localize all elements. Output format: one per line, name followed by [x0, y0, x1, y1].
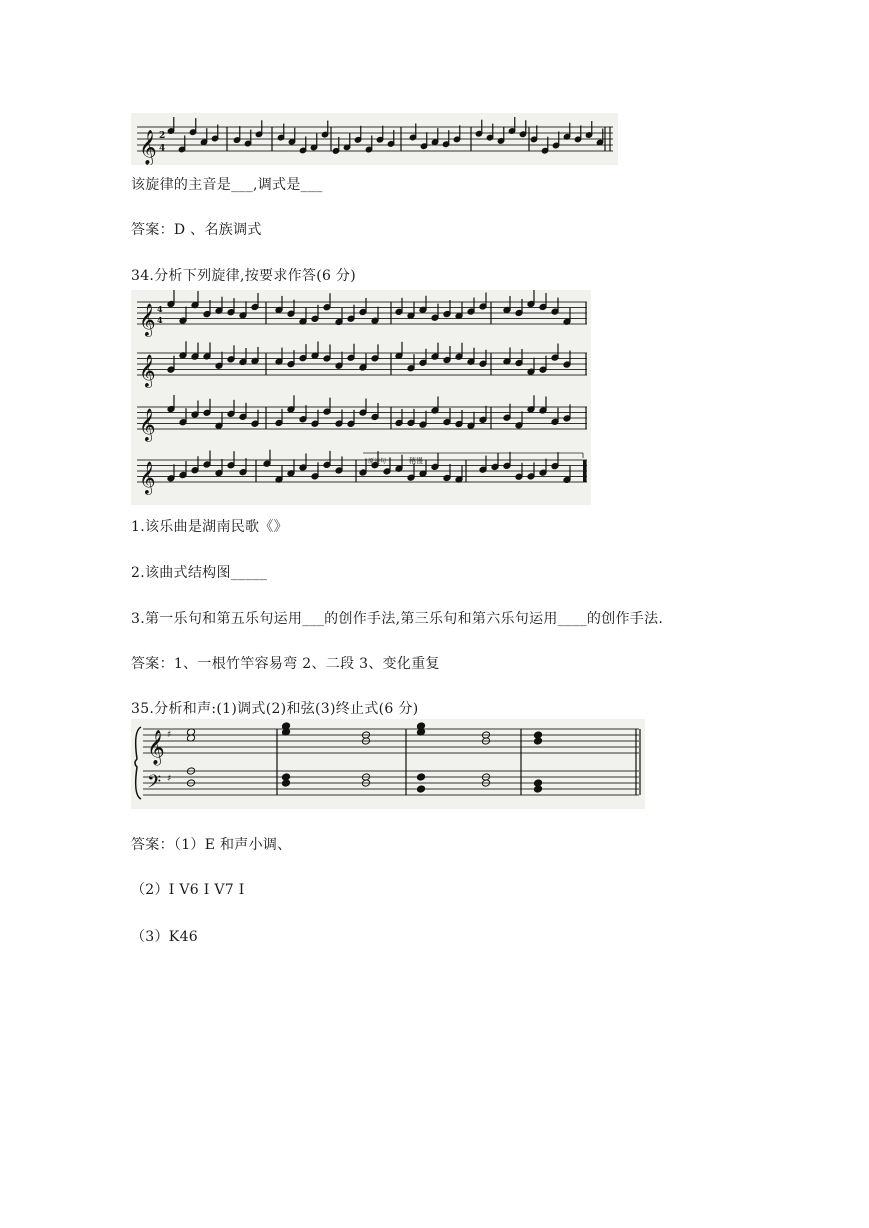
time-sig-bottom: 4 — [157, 315, 163, 325]
q35-answer-3: （3）K46 — [131, 929, 198, 945]
q34-item-3: 3.第一乐句和第五乐句运用___的创作手法,第三乐句和第六乐句运用____的创作手法. — [131, 611, 664, 627]
harmony-score-q35 — [131, 719, 645, 809]
q33-answer: 答案：D 、名族调式 — [131, 222, 262, 238]
q35-answer-2: （2）I V6 I V7 I — [131, 882, 245, 898]
melody-score-q34 — [131, 290, 591, 505]
q34-item-1: 1.该乐曲是湖南民歌《》 — [131, 519, 288, 535]
annotation-left: 原速句 — [368, 458, 387, 465]
brace-icon — [135, 727, 141, 799]
sharp-icon: ♯ — [167, 730, 172, 740]
staff-lines — [137, 127, 613, 151]
time-sig-top: 2 — [159, 131, 166, 141]
q35-answer-1: 答案：（1）E 和声小调、 — [131, 837, 292, 853]
melody-score-q33 — [131, 113, 618, 165]
treble-clef-icon: 𝄞 — [139, 461, 156, 494]
note-head — [281, 779, 290, 787]
note-head — [416, 785, 425, 793]
note-head — [533, 785, 542, 793]
treble-clef-icon: 𝄞 — [139, 408, 156, 441]
treble-clef-icon: 𝄞 — [139, 130, 157, 165]
staff-lines — [143, 729, 639, 753]
time-sig-bottom: 4 — [159, 144, 166, 154]
q34-item-2: 2.该曲式结构图_____ — [131, 565, 268, 581]
note-head — [533, 737, 542, 745]
q35-title: 35.分析和声:(1)调式(2)和弦(3)终止式(6 分) — [131, 701, 419, 717]
time-sig-top: 4 — [157, 304, 163, 314]
staff-lines — [143, 771, 639, 795]
q33-prompt: 该旋律的主音是___,调式是___ — [131, 177, 323, 193]
note-head — [416, 773, 425, 781]
treble-clef-icon: 𝄞 — [139, 303, 156, 336]
sharp-icon: ♯ — [167, 774, 172, 784]
bass-clef-icon: 𝄢 — [147, 772, 162, 797]
q34-title: 34.分析下列旋律,按要求作答(6 分) — [131, 268, 356, 284]
q34-answer: 答案：1、一根竹竿容易弯 2、二段 3、变化重复 — [131, 656, 440, 672]
annotation-mid: 稍慢 — [409, 457, 423, 465]
treble-clef-icon: 𝄞 — [139, 354, 156, 387]
final-barline — [583, 460, 586, 482]
treble-clef-icon: 𝄞 — [147, 730, 165, 765]
